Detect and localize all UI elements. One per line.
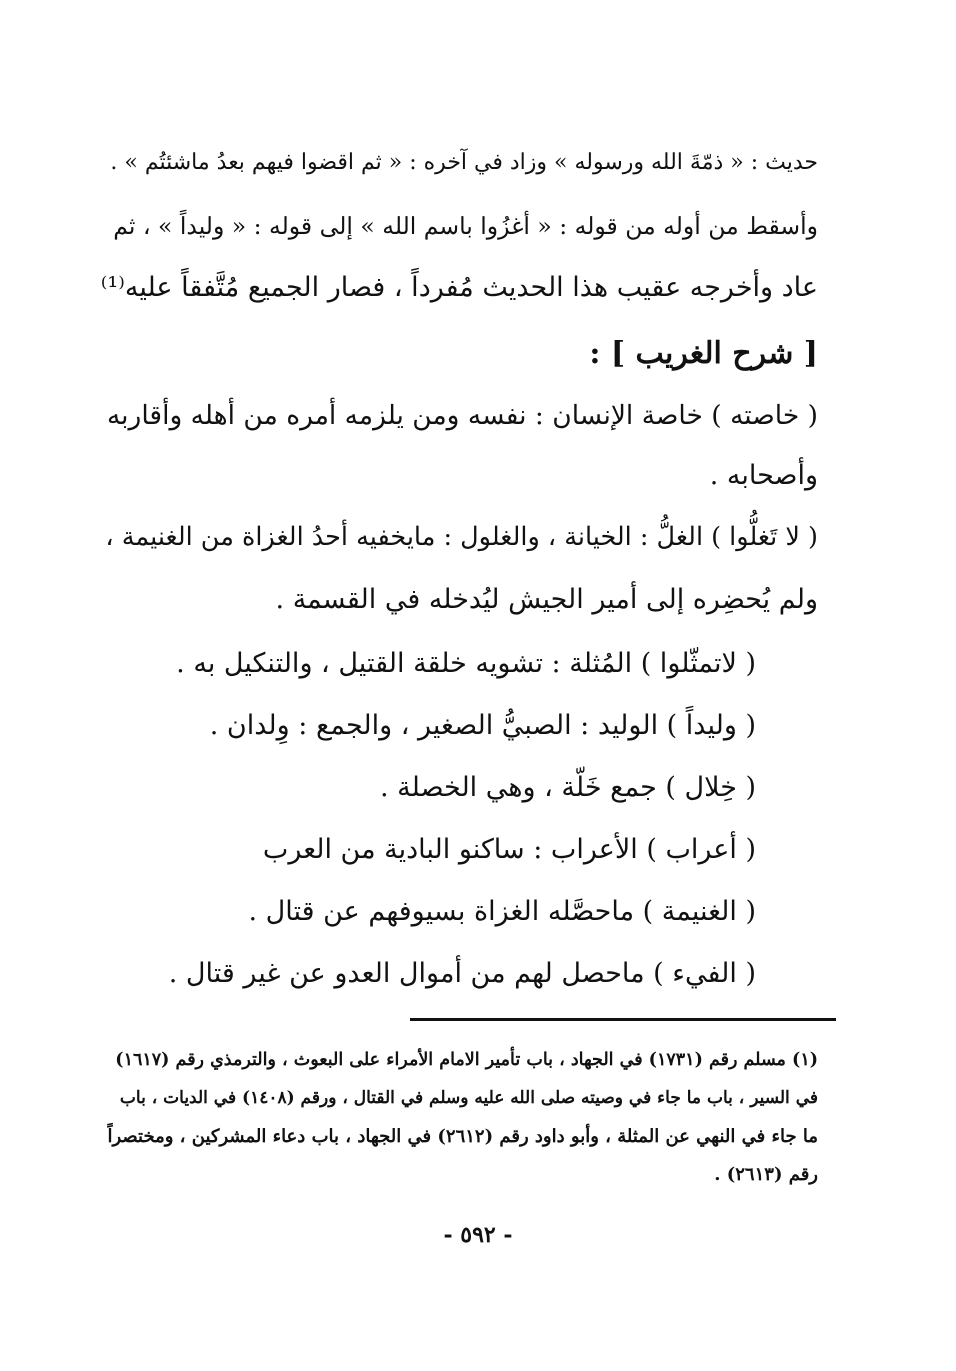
definition-walidan: ( وليداً ) الوليد : الصبيُّ الصغير ، والجمع : وِلدان . xyxy=(209,710,756,741)
footnote-line-1: (١) مسلم رقم (١٧٣١) في الجهاد ، باب تأمير الامام الأمراء على البعوث ، والترمذي رقم (١٦١٧) xyxy=(115,1050,818,1070)
paragraph-line-1: حديث : « ذمّةَ الله ورسوله » وزاد في آخره : « ثم اقضوا فيهم بعدُ ماشئتُم » . xyxy=(110,150,818,175)
footnote-line-4: رقم (٢٦١٣) . xyxy=(714,1164,818,1185)
definition-la-taghullu: ( لا تَغلُّوا ) الغلُّ : الخيانة ، والغلول : مايخفيه أحدُ الغزاة من الغنيمة ، xyxy=(105,522,818,552)
definition-la-tumaththilu: ( لاتمثّلوا ) المُثلة : تشويه خلقة القتيل ، والتنكيل به . xyxy=(176,648,756,679)
paragraph-line-2: وأسقط من أوله من قوله : « أغزُوا باسم الله » إلى قوله : « وليداً » ، ثم xyxy=(113,212,818,240)
footnote-line-2: في السير ، باب ما جاء في وصيته صلى الله عليه وسلم في القتال ، ورقم (١٤٠٨) في الديات ، باب xyxy=(119,1088,818,1108)
definition-fay: ( الفيء ) ماحصل لهم من أموال العدو عن غير قتال . xyxy=(168,958,756,989)
footnote-line-3: ما جاء في النهي عن المثلة ، وأبو داود رقم (٢٦١٢) في الجهاد ، باب دعاء المشركين ، ومختصراً xyxy=(107,1126,818,1147)
definition-khasatuhu-continued: وأصحابه . xyxy=(709,460,818,491)
page-number: - ٥٩٢ - xyxy=(443,1222,513,1248)
section-heading: [ شرح الغريب ] : xyxy=(589,336,818,371)
definition-arab: ( أعراب ) الأعراب : ساكنو البادية من العرب xyxy=(262,834,756,865)
definition-ghanima: ( الغنيمة ) ماحصَّله الغزاة بسيوفهم عن قتال . xyxy=(248,896,756,927)
paragraph-line-3: عاد وأخرجه عقيب هذا الحديث مُفرداً ، فصار الجميع مُتَّفقاً عليه⁽¹⁾ xyxy=(100,272,818,303)
definition-la-taghullu-continued: ولم يُحضِره إلى أمير الجيش ليُدخله في القسمة . xyxy=(275,584,818,615)
footnote-divider xyxy=(410,1018,836,1021)
definition-khasatuhu: ( خاصته ) خاصة الإنسان : نفسه ومن يلزمه أمره من أهله وأقاربه xyxy=(106,400,818,431)
definition-khilal: ( خِلال ) جمع خَلّة ، وهي الخصلة . xyxy=(380,772,756,803)
